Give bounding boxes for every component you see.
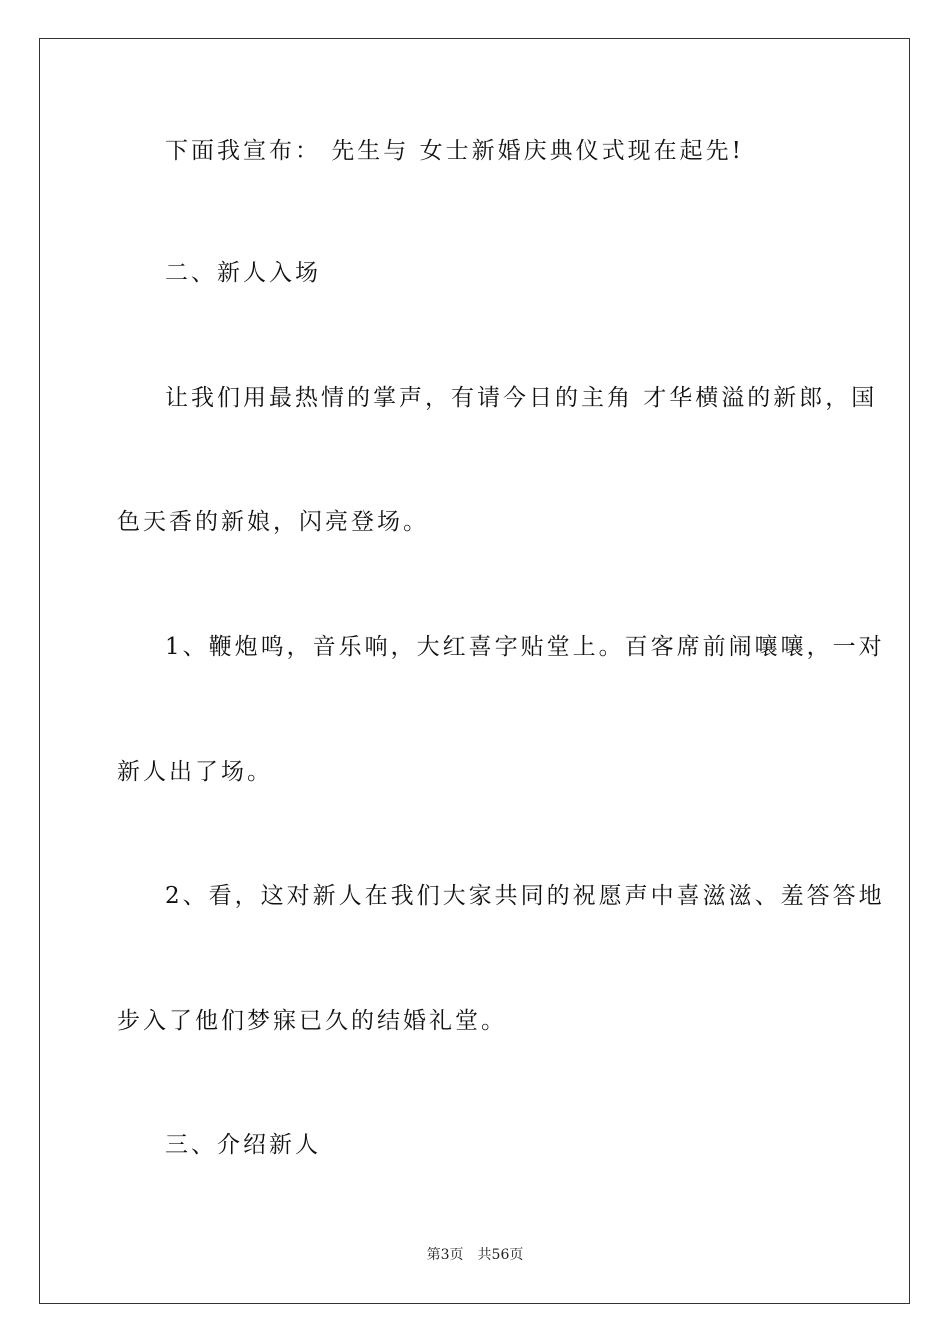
section-heading-newlyweds-entrance: 二、新人入场 bbox=[165, 260, 321, 286]
paragraph-item2-line-2: 步入了他们梦寐已久的结婚礼堂。 bbox=[117, 1008, 507, 1034]
paragraph-announcement: 下面我宣布： 先生与 女士新婚庆典仪式现在起先! bbox=[165, 138, 744, 164]
paragraph-welcome-line-1: 让我们用最热情的掌声，有请今日的主角 才华横溢的新郎，国 bbox=[165, 385, 878, 411]
paragraph-item1-line-1: 1、鞭炮鸣，音乐响，大红喜字贴堂上。百客席前闹嚷嚷，一对 bbox=[165, 634, 885, 660]
section-heading-introduce-couple: 三、介绍新人 bbox=[165, 1132, 321, 1158]
paragraph-item1-line-2: 新人出了场。 bbox=[117, 759, 273, 785]
paragraph-welcome-line-2: 色天香的新娘，闪亮登场。 bbox=[117, 509, 429, 535]
page-border bbox=[39, 38, 910, 1304]
paragraph-item2-line-1: 2、看，这对新人在我们大家共同的祝愿声中喜滋滋、羞答答地 bbox=[165, 883, 885, 909]
page-footer bbox=[0, 1246, 950, 1264]
page-number: 第3页 bbox=[426, 1247, 464, 1263]
total-pages: 共56页 bbox=[477, 1247, 524, 1263]
